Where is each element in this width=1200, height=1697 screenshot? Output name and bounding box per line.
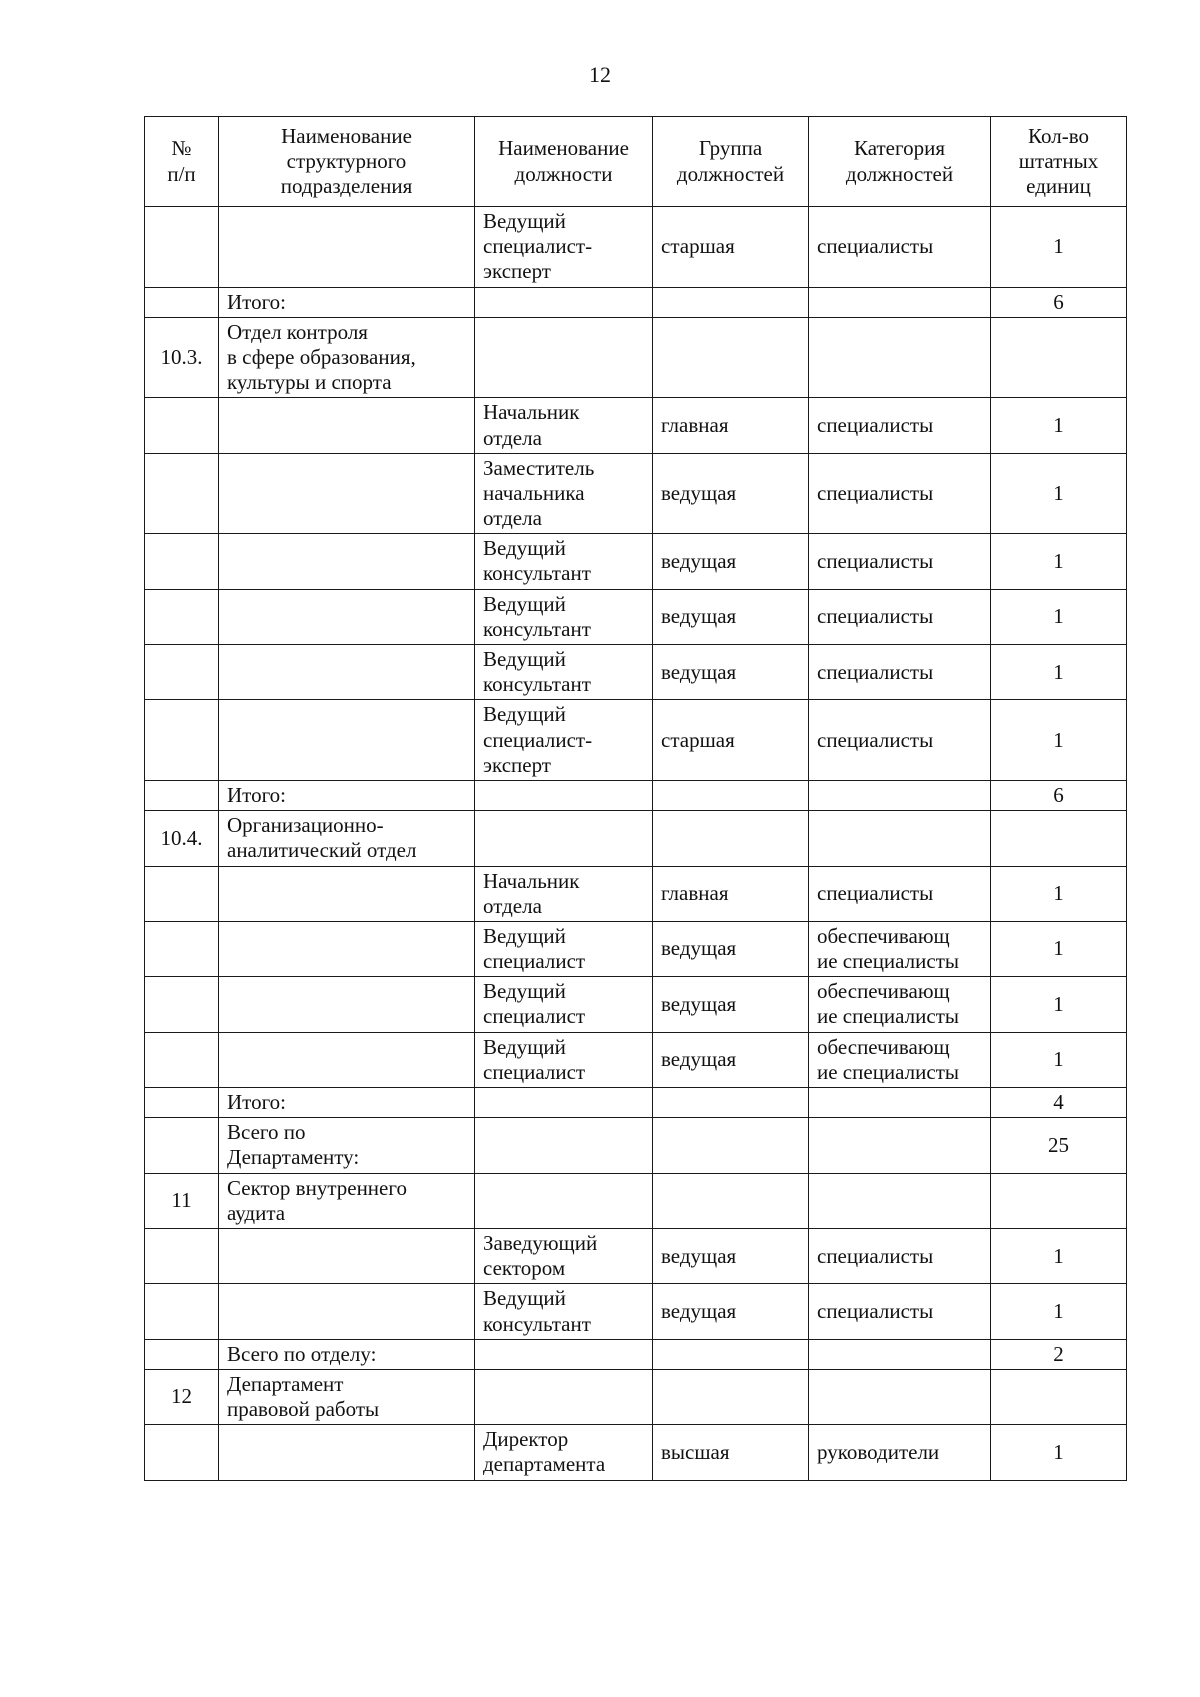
position-category-cell (809, 317, 991, 398)
table-row (145, 589, 1127, 644)
position-group-cell: ведущая (653, 645, 809, 700)
position-category-cell: специалисты (809, 589, 991, 644)
staff-count-cell: 1 (991, 1284, 1127, 1339)
position-category-cell (809, 1339, 991, 1369)
row-number-cell (145, 287, 219, 317)
unit-name-cell (219, 398, 475, 453)
staff-count-cell: 1 (991, 453, 1127, 534)
row-number-cell (145, 1088, 219, 1118)
position-group-cell (653, 1088, 809, 1118)
table-row (145, 977, 1127, 1032)
position-category-cell: специалисты (809, 700, 991, 781)
position-category-cell: специалисты (809, 207, 991, 288)
staff-count-cell: 1 (991, 207, 1127, 288)
table-body (145, 207, 1127, 1481)
position-group-cell (653, 1369, 809, 1424)
position-category-cell: обеспечивающ ие специалисты (809, 977, 991, 1032)
header-number: № п/п (145, 117, 219, 207)
position-name-cell (475, 317, 653, 398)
position-name-cell: Ведущий консультант (475, 589, 653, 644)
table-row (145, 866, 1127, 921)
position-category-cell (809, 780, 991, 810)
position-group-cell (653, 1339, 809, 1369)
row-number-cell (145, 780, 219, 810)
position-name-cell: Начальник отдела (475, 866, 653, 921)
header-unit-name: Наименование структурного подразделения (219, 117, 475, 207)
unit-name-cell: Всего по отделу: (219, 1339, 475, 1369)
position-group-cell (653, 811, 809, 866)
table-row (145, 317, 1127, 398)
position-name-cell (475, 1088, 653, 1118)
row-number-cell (145, 398, 219, 453)
position-group-cell (653, 1118, 809, 1173)
position-group-cell: ведущая (653, 977, 809, 1032)
table-row (145, 1032, 1127, 1087)
position-category-cell: специалисты (809, 1284, 991, 1339)
unit-name-cell (219, 207, 475, 288)
table-row (145, 1425, 1127, 1480)
position-category-cell (809, 287, 991, 317)
row-number-cell (145, 589, 219, 644)
staffing-table (144, 116, 1127, 1481)
position-category-cell (809, 1118, 991, 1173)
row-number-cell (145, 534, 219, 589)
unit-name-cell: Сектор внутреннего аудита (219, 1173, 475, 1228)
staff-count-cell: 1 (991, 977, 1127, 1032)
staff-count-cell: 1 (991, 921, 1127, 976)
position-group-cell (653, 287, 809, 317)
staff-count-cell: 6 (991, 780, 1127, 810)
position-name-cell: Ведущий консультант (475, 534, 653, 589)
position-category-cell: руководители (809, 1425, 991, 1480)
unit-name-cell: Отдел контроля в сфере образования, культуры и спорта (219, 317, 475, 398)
position-group-cell: ведущая (653, 1032, 809, 1087)
table-row (145, 921, 1127, 976)
header-position-name: Наименование должности (475, 117, 653, 207)
table-row (145, 645, 1127, 700)
position-group-cell (653, 780, 809, 810)
staff-count-cell: 2 (991, 1339, 1127, 1369)
unit-name-cell (219, 534, 475, 589)
unit-name-cell: Всего по Департаменту: (219, 1118, 475, 1173)
table-header-row (145, 117, 1127, 207)
position-category-cell (809, 1088, 991, 1118)
staff-count-cell (991, 1369, 1127, 1424)
staff-count-cell: 4 (991, 1088, 1127, 1118)
staff-count-cell (991, 317, 1127, 398)
position-category-cell (809, 1173, 991, 1228)
staff-count-cell: 1 (991, 866, 1127, 921)
unit-name-cell (219, 977, 475, 1032)
row-number-cell (145, 1284, 219, 1339)
position-group-cell: главная (653, 866, 809, 921)
position-name-cell: Ведущий консультант (475, 1284, 653, 1339)
position-group-cell (653, 1173, 809, 1228)
staff-count-cell (991, 811, 1127, 866)
table-row (145, 287, 1127, 317)
staff-count-cell: 1 (991, 1032, 1127, 1087)
position-name-cell: Директор департамента (475, 1425, 653, 1480)
position-name-cell: Заместитель начальника отдела (475, 453, 653, 534)
row-number-cell (145, 921, 219, 976)
table-row (145, 398, 1127, 453)
position-name-cell: Ведущий специалист (475, 977, 653, 1032)
position-group-cell: старшая (653, 700, 809, 781)
position-name-cell: Начальник отдела (475, 398, 653, 453)
unit-name-cell: Итого: (219, 1088, 475, 1118)
position-group-cell: ведущая (653, 534, 809, 589)
position-group-cell (653, 317, 809, 398)
position-group-cell: ведущая (653, 589, 809, 644)
staff-count-cell: 1 (991, 1228, 1127, 1283)
unit-name-cell (219, 700, 475, 781)
row-number-cell (145, 453, 219, 534)
position-group-cell: главная (653, 398, 809, 453)
position-group-cell: ведущая (653, 1228, 809, 1283)
unit-name-cell: Организационно- аналитический отдел (219, 811, 475, 866)
unit-name-cell (219, 1284, 475, 1339)
position-name-cell: Ведущий специалист (475, 921, 653, 976)
header-position-group: Группа должностей (653, 117, 809, 207)
position-name-cell (475, 1369, 653, 1424)
row-number-cell: 11 (145, 1173, 219, 1228)
position-category-cell: специалисты (809, 645, 991, 700)
table-row (145, 780, 1127, 810)
position-group-cell: ведущая (653, 921, 809, 976)
row-number-cell: 10.3. (145, 317, 219, 398)
table-row (145, 1228, 1127, 1283)
position-category-cell: обеспечивающ ие специалисты (809, 921, 991, 976)
staff-count-cell: 6 (991, 287, 1127, 317)
position-category-cell: обеспечивающ ие специалисты (809, 1032, 991, 1087)
staff-count-cell: 1 (991, 534, 1127, 589)
row-number-cell (145, 207, 219, 288)
position-group-cell: старшая (653, 207, 809, 288)
position-name-cell (475, 287, 653, 317)
staff-count-cell: 1 (991, 645, 1127, 700)
staff-count-cell: 1 (991, 1425, 1127, 1480)
unit-name-cell: Итого: (219, 287, 475, 317)
table-row (145, 534, 1127, 589)
table-row (145, 453, 1127, 534)
staff-count-cell (991, 1173, 1127, 1228)
unit-name-cell (219, 453, 475, 534)
position-category-cell: специалисты (809, 866, 991, 921)
position-name-cell (475, 1173, 653, 1228)
staff-count-cell: 1 (991, 589, 1127, 644)
table-row (145, 1339, 1127, 1369)
position-group-cell: ведущая (653, 1284, 809, 1339)
table-row (145, 811, 1127, 866)
position-name-cell (475, 811, 653, 866)
position-category-cell: специалисты (809, 453, 991, 534)
row-number-cell (145, 645, 219, 700)
unit-name-cell: Департамент правовой работы (219, 1369, 475, 1424)
position-category-cell: специалисты (809, 398, 991, 453)
header-position-category: Категория должностей (809, 117, 991, 207)
position-name-cell: Ведущий специалист (475, 1032, 653, 1087)
position-category-cell: специалисты (809, 534, 991, 589)
table-row (145, 1088, 1127, 1118)
row-number-cell (145, 700, 219, 781)
table-row (145, 1173, 1127, 1228)
position-name-cell (475, 780, 653, 810)
position-category-cell (809, 1369, 991, 1424)
unit-name-cell (219, 1425, 475, 1480)
unit-name-cell (219, 1032, 475, 1087)
position-group-cell: ведущая (653, 453, 809, 534)
table-row (145, 1369, 1127, 1424)
position-name-cell (475, 1339, 653, 1369)
row-number-cell (145, 1032, 219, 1087)
position-name-cell: Ведущий консультант (475, 645, 653, 700)
position-name-cell: Заведующий сектором (475, 1228, 653, 1283)
table-row (145, 700, 1127, 781)
row-number-cell: 12 (145, 1369, 219, 1424)
staff-count-cell: 1 (991, 700, 1127, 781)
row-number-cell (145, 1228, 219, 1283)
position-name-cell: Ведущий специалист- эксперт (475, 207, 653, 288)
row-number-cell (145, 866, 219, 921)
table-row (145, 1118, 1127, 1173)
unit-name-cell (219, 1228, 475, 1283)
page-number: 12 (589, 62, 611, 87)
unit-name-cell (219, 866, 475, 921)
staff-count-cell: 25 (991, 1118, 1127, 1173)
row-number-cell (145, 1339, 219, 1369)
header-staff-count: Кол-во штатных единиц (991, 117, 1127, 207)
table-row (145, 1284, 1127, 1339)
position-category-cell: специалисты (809, 1228, 991, 1283)
unit-name-cell (219, 589, 475, 644)
table-row (145, 207, 1127, 288)
unit-name-cell (219, 921, 475, 976)
staff-count-cell: 1 (991, 398, 1127, 453)
position-name-cell: Ведущий специалист- эксперт (475, 700, 653, 781)
row-number-cell (145, 977, 219, 1032)
unit-name-cell (219, 645, 475, 700)
row-number-cell (145, 1118, 219, 1173)
row-number-cell: 10.4. (145, 811, 219, 866)
position-name-cell (475, 1118, 653, 1173)
row-number-cell (145, 1425, 219, 1480)
position-category-cell (809, 811, 991, 866)
unit-name-cell: Итого: (219, 780, 475, 810)
position-group-cell: высшая (653, 1425, 809, 1480)
